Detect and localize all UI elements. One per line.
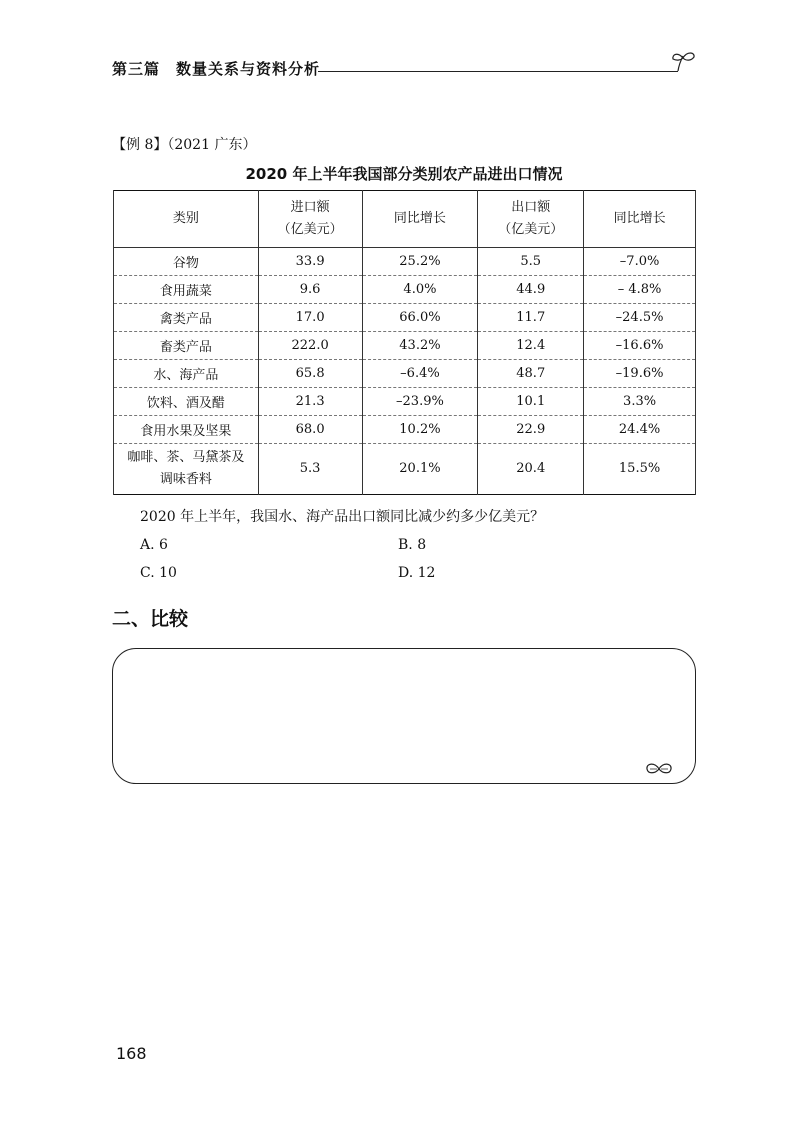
- cell-import: 17.0: [258, 304, 362, 332]
- example-number: 【例 8】: [112, 137, 168, 153]
- cell-export-growth: –19.6%: [584, 360, 696, 388]
- cell-import: 5.3: [258, 444, 362, 495]
- table-row: [114, 360, 696, 388]
- cell-import: 33.9: [258, 248, 362, 276]
- cell-import: 68.0: [258, 416, 362, 444]
- table-row: [114, 304, 696, 332]
- cell-export-growth: –7.0%: [584, 248, 696, 276]
- cell-category: 咖啡、茶、马黛茶及 调味香料: [114, 444, 259, 495]
- table-row: [114, 248, 696, 276]
- cell-import: 9.6: [258, 276, 362, 304]
- table-row: [114, 388, 696, 416]
- leaf-icon: [644, 760, 674, 778]
- cell-export: 22.9: [478, 416, 584, 444]
- cell-export-growth: –24.5%: [584, 304, 696, 332]
- cell-export-growth: –16.6%: [584, 332, 696, 360]
- cell-import-growth: 20.1%: [362, 444, 478, 495]
- data-table: [113, 190, 696, 495]
- cell-import-growth: 25.2%: [362, 248, 478, 276]
- table-row: [114, 332, 696, 360]
- cell-export: 10.1: [478, 388, 584, 416]
- option-d[interactable]: D. 12: [398, 565, 436, 581]
- option-a[interactable]: A. 6: [140, 537, 168, 553]
- section-title: 二、比较: [112, 608, 189, 630]
- cell-category: 禽类产品: [114, 304, 259, 332]
- header-category: 类别: [114, 191, 259, 248]
- cell-import: 21.3: [258, 388, 362, 416]
- cell-export: 5.5: [478, 248, 584, 276]
- table-row: [114, 444, 696, 495]
- option-c[interactable]: C. 10: [140, 565, 177, 581]
- cell-category: 谷物: [114, 248, 259, 276]
- cell-export: 12.4: [478, 332, 584, 360]
- table-row: [114, 416, 696, 444]
- chapter-header: 第三篇 数量关系与资料分析: [112, 60, 321, 78]
- cell-import: 222.0: [258, 332, 362, 360]
- header-import-growth: 同比增长: [362, 191, 478, 248]
- cell-category: 畜类产品: [114, 332, 259, 360]
- cell-export: 48.7: [478, 360, 584, 388]
- cell-import: 65.8: [258, 360, 362, 388]
- example-label: [112, 134, 256, 154]
- header-export: 出口额 （亿美元）: [478, 191, 584, 248]
- cell-export: 11.7: [478, 304, 584, 332]
- table-title: 2020 年上半年我国部分类别农产品进出口情况: [245, 165, 563, 183]
- cell-import-growth: 66.0%: [362, 304, 478, 332]
- cell-export-growth: 3.3%: [584, 388, 696, 416]
- cell-import-growth: 10.2%: [362, 416, 478, 444]
- table-header-row: [114, 191, 696, 248]
- cell-import-growth: –6.4%: [362, 360, 478, 388]
- cell-export-growth: – 4.8%: [584, 276, 696, 304]
- sprout-icon: [670, 50, 698, 74]
- cell-import-growth: 43.2%: [362, 332, 478, 360]
- notes-box: [112, 648, 696, 784]
- cell-export: 20.4: [478, 444, 584, 495]
- cell-export-growth: 15.5%: [584, 444, 696, 495]
- cell-category: 饮料、酒及醋: [114, 388, 259, 416]
- cell-import-growth: 4.0%: [362, 276, 478, 304]
- cell-export: 44.9: [478, 276, 584, 304]
- example-source: （2021 广东）: [167, 137, 257, 153]
- cell-category: 食用水果及坚果: [114, 416, 259, 444]
- cell-export-growth: 24.4%: [584, 416, 696, 444]
- page-number: 168: [116, 1044, 147, 1063]
- header-import: 进口额 （亿美元）: [258, 191, 362, 248]
- cell-import-growth: –23.9%: [362, 388, 478, 416]
- cell-category: 食用蔬菜: [114, 276, 259, 304]
- table-row: [114, 276, 696, 304]
- option-b[interactable]: B. 8: [398, 537, 427, 553]
- header-rule: [318, 71, 678, 72]
- header-export-growth: 同比增长: [584, 191, 696, 248]
- cell-category: 水、海产品: [114, 360, 259, 388]
- question-text: 2020 年上半年，我国水、海产品出口额同比减少约多少亿美元？: [140, 509, 545, 525]
